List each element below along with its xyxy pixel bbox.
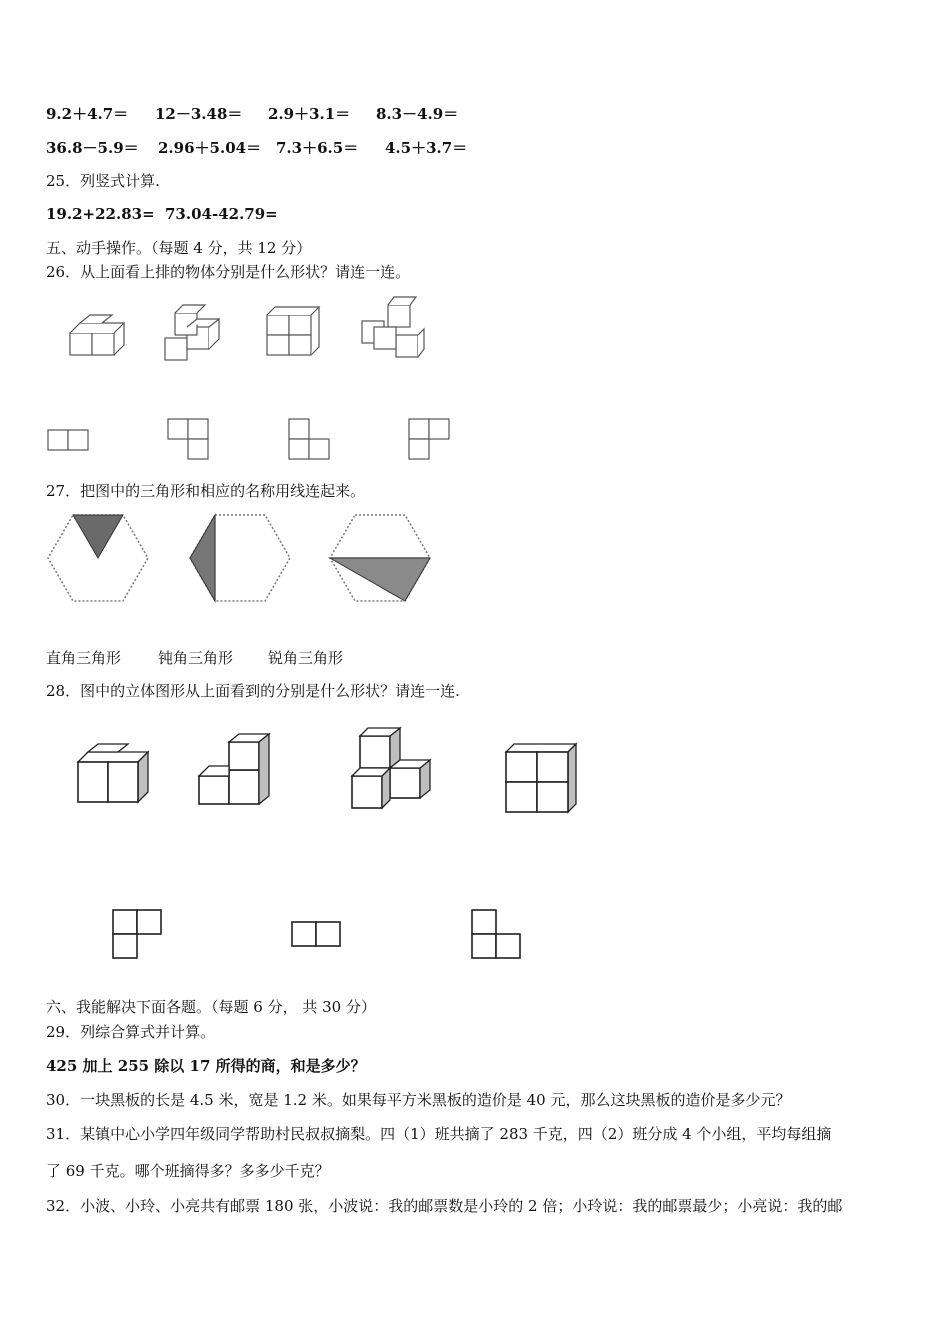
triangle-name-right: 直角三角形 xyxy=(46,649,122,667)
equation: 2.96＋5.04＝ xyxy=(158,139,262,157)
question-31-line-1: 31．某镇中心小学四年级同学帮助村民叔叔摘梨。四（1）班共摘了 283 千克，四（2）班分成 4 个小组，平均每组摘 xyxy=(46,1125,832,1143)
triangle-name-acute: 锐角三角形 xyxy=(268,649,344,667)
question-27: 27．把图中的三角形和相应的名称用线连起来。 xyxy=(46,482,366,500)
question-29: 29．列综合算式并计算。 xyxy=(46,1023,216,1041)
equation: 9.2＋4.7＝ xyxy=(46,105,129,123)
question-32: 32．小波、小玲、小亮共有邮票 180 张，小波说：我的邮票数是小玲的 2 倍；小玲说：我的邮票最少；小亮说：我的邮 xyxy=(46,1197,843,1215)
cube-stack-2 xyxy=(165,305,219,360)
equation: 12－3.48＝ xyxy=(155,105,243,123)
solid-figure-4 xyxy=(506,744,576,812)
question-25: 25．列竖式计算. xyxy=(46,172,160,190)
top-view-shapes xyxy=(48,419,449,459)
cube-stack-3 xyxy=(267,307,319,355)
q26-cube-figures xyxy=(0,295,950,475)
question-29-text: 425 加上 255 除以 17 所得的商，和是多少？ xyxy=(46,1057,366,1075)
cube-stack-4 xyxy=(362,297,424,357)
section-six-heading: 六、我能解决下面各题。（每题 6 分， 共 30 分） xyxy=(46,998,376,1016)
hexagon-2 xyxy=(190,515,290,601)
equation: 36.8－5.9＝ xyxy=(46,139,139,157)
question-30: 30．一块黑板的长是 4.5 米，宽是 1.2 米。如果每平方米黑板的造价是 40 元，那么这块黑板的造价是多少元？ xyxy=(46,1091,791,1109)
q27-hexagons xyxy=(0,510,950,610)
solid-figure-1 xyxy=(78,744,148,802)
question-31-line-2: 了 69 千克。哪个班摘得多？多多少千克？ xyxy=(46,1162,330,1180)
hexagon-1 xyxy=(48,515,148,601)
vertical-calc: 19.2+22.83= xyxy=(46,205,155,223)
vertical-calc: 73.04-42.79= xyxy=(165,205,278,223)
q28-cube-figures xyxy=(0,720,950,980)
equation: 4.5＋3.7＝ xyxy=(385,139,468,157)
equation: 8.3－4.9＝ xyxy=(376,105,459,123)
question-28: 28．图中的立体图形从上面看到的分别是什么形状？请连一连. xyxy=(46,682,460,700)
q28-top-views xyxy=(113,910,520,958)
triangle-name-obtuse: 钝角三角形 xyxy=(158,649,234,667)
solid-figure-2 xyxy=(199,734,269,804)
hexagon-3 xyxy=(330,515,430,601)
solid-figure-3 xyxy=(352,728,430,808)
equation: 7.3＋6.5＝ xyxy=(276,139,359,157)
cube-stack-1 xyxy=(70,315,124,355)
section-five-heading: 五、动手操作。（每题 4 分，共 12 分） xyxy=(46,239,312,257)
equation: 2.9＋3.1＝ xyxy=(268,105,351,123)
question-26: 26．从上面看上排的物体分别是什么形状？请连一连。 xyxy=(46,263,411,281)
